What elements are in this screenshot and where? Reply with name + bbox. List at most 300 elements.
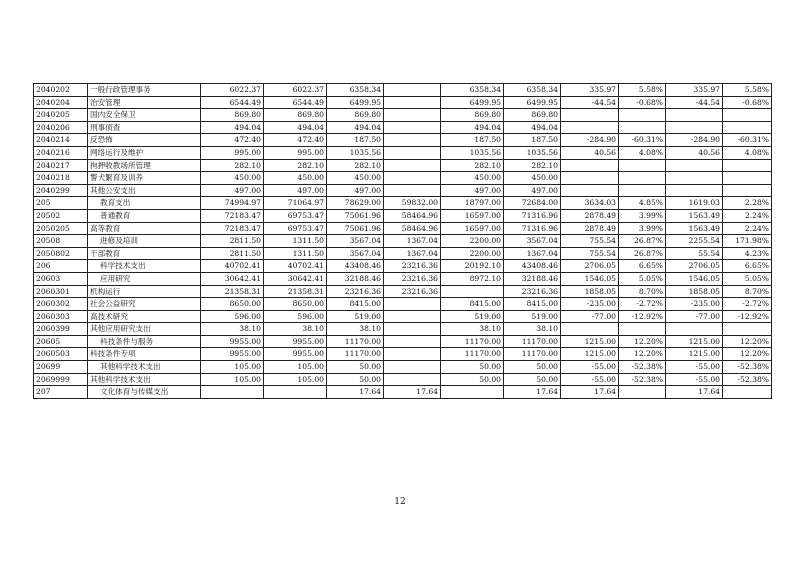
subject-name-cell: 科技条件与服务 <box>88 335 201 348</box>
subject-name-cell: 进修及培训 <box>88 235 201 248</box>
amount-cell: 75061.96 <box>327 209 384 222</box>
amount-cell: 3634.03 <box>561 197 619 210</box>
amount-cell: 2706.05 <box>561 260 619 273</box>
amount-cell: 50.00 <box>441 373 504 386</box>
amount-cell: -52.38% <box>619 373 666 386</box>
subject-code-cell: 20699 <box>34 361 88 374</box>
amount-cell: 23216.36 <box>504 285 561 298</box>
amount-cell <box>384 184 441 197</box>
subject-code-cell: 2040205 <box>34 109 88 122</box>
amount-cell: 2.24% <box>723 209 772 222</box>
amount-cell: 38.10 <box>264 323 327 336</box>
subject-code-cell: 20605 <box>34 335 88 348</box>
amount-cell: 3.99% <box>619 209 666 222</box>
amount-cell: 105.00 <box>201 361 264 374</box>
amount-cell: 26.87% <box>619 247 666 260</box>
amount-cell <box>619 184 666 197</box>
amount-cell: 6499.95 <box>504 96 561 109</box>
amount-cell: 1035.56 <box>504 146 561 159</box>
table-row <box>34 159 772 172</box>
amount-cell: 71064.97 <box>264 197 327 210</box>
amount-cell <box>384 335 441 348</box>
amount-cell: 9955.00 <box>264 348 327 361</box>
amount-cell: -55.00 <box>561 361 619 374</box>
amount-cell: 17.64 <box>327 386 384 399</box>
amount-cell: 40.56 <box>666 146 723 159</box>
table-row <box>34 361 772 374</box>
subject-name-cell: 其他科学技术支出 <box>88 361 201 374</box>
amount-cell: 16597.00 <box>441 209 504 222</box>
table-body <box>34 84 772 399</box>
amount-cell: 869.80 <box>504 109 561 122</box>
amount-cell: 11170.00 <box>327 348 384 361</box>
amount-cell: 282.10 <box>201 159 264 172</box>
amount-cell: 2200.00 <box>441 235 504 248</box>
amount-cell: 69753.47 <box>264 209 327 222</box>
amount-cell <box>384 361 441 374</box>
amount-cell: 11170.00 <box>504 335 561 348</box>
subject-name-cell: 其他应用研究支出 <box>88 323 201 336</box>
table-row <box>34 247 772 260</box>
amount-cell: 869.80 <box>264 109 327 122</box>
table-row <box>34 184 772 197</box>
amount-cell: 3567.04 <box>327 235 384 248</box>
amount-cell: -12.92% <box>723 310 772 323</box>
amount-cell: 8650.00 <box>201 298 264 311</box>
subject-code-cell: 20508 <box>34 235 88 248</box>
amount-cell: 11170.00 <box>441 335 504 348</box>
table-row <box>34 222 772 235</box>
table-row <box>34 197 772 210</box>
amount-cell: 755.54 <box>561 235 619 248</box>
amount-cell: -284.90 <box>666 134 723 147</box>
amount-cell <box>384 159 441 172</box>
amount-cell: 596.00 <box>264 310 327 323</box>
amount-cell: 1367.04 <box>384 235 441 248</box>
amount-cell: 20192.10 <box>441 260 504 273</box>
amount-cell: 497.00 <box>441 184 504 197</box>
subject-code-cell: 205 <box>34 197 88 210</box>
table-row <box>34 134 772 147</box>
subject-name-cell: 高等教育 <box>88 222 201 235</box>
amount-cell <box>619 109 666 122</box>
amount-cell: 869.80 <box>441 109 504 122</box>
amount-cell: 187.50 <box>441 134 504 147</box>
amount-cell <box>384 84 441 97</box>
amount-cell: 2706.05 <box>666 260 723 273</box>
amount-cell: 78629.00 <box>327 197 384 210</box>
amount-cell: -44.54 <box>666 96 723 109</box>
subject-code-cell: 206 <box>34 260 88 273</box>
amount-cell: 282.10 <box>327 159 384 172</box>
amount-cell: 32188.46 <box>327 272 384 285</box>
subject-name-cell: 网络运行及维护 <box>88 146 201 159</box>
amount-cell: 497.00 <box>504 184 561 197</box>
amount-cell: 38.10 <box>504 323 561 336</box>
amount-cell <box>666 172 723 185</box>
amount-cell: 50.00 <box>327 373 384 386</box>
amount-cell: 23216.36 <box>327 285 384 298</box>
amount-cell: 497.00 <box>201 184 264 197</box>
subject-code-cell: 20502 <box>34 209 88 222</box>
table-row <box>34 96 772 109</box>
subject-name-cell: 社会公益研究 <box>88 298 201 311</box>
amount-cell: 450.00 <box>201 172 264 185</box>
amount-cell: 2.24% <box>723 222 772 235</box>
amount-cell: 40702.41 <box>264 260 327 273</box>
table-row <box>34 209 772 222</box>
amount-cell <box>384 121 441 134</box>
amount-cell: 17.64 <box>384 386 441 399</box>
subject-name-cell: 机构运行 <box>88 285 201 298</box>
table-row <box>34 386 772 399</box>
subject-name-cell: 治安管理 <box>88 96 201 109</box>
subject-code-cell: 2060301 <box>34 285 88 298</box>
amount-cell: 2255.54 <box>666 235 723 248</box>
amount-cell: 4.85% <box>619 197 666 210</box>
amount-cell: 8415.00 <box>504 298 561 311</box>
amount-cell: -52.38% <box>723 373 772 386</box>
amount-cell: 72183.47 <box>201 209 264 222</box>
amount-cell: 8415.00 <box>441 298 504 311</box>
subject-name-cell: 警犬繁育及训养 <box>88 172 201 185</box>
table-row <box>34 373 772 386</box>
amount-cell: 3.99% <box>619 222 666 235</box>
amount-cell: 494.04 <box>201 121 264 134</box>
amount-cell <box>201 386 264 399</box>
amount-cell: -2.72% <box>723 298 772 311</box>
subject-name-cell: 普通教育 <box>88 209 201 222</box>
amount-cell: 30642.41 <box>201 272 264 285</box>
subject-name-cell: 教育支出 <box>88 197 201 210</box>
subject-name-cell: 其他公安支出 <box>88 184 201 197</box>
amount-cell: 17.64 <box>561 386 619 399</box>
amount-cell: 2878.49 <box>561 222 619 235</box>
table-row <box>34 335 772 348</box>
amount-cell: 2811.50 <box>201 235 264 248</box>
amount-cell: 450.00 <box>264 172 327 185</box>
amount-cell: 21358.31 <box>264 285 327 298</box>
amount-cell: 2811.50 <box>201 247 264 260</box>
amount-cell: 12.20% <box>723 348 772 361</box>
amount-cell <box>441 386 504 399</box>
subject-name-cell: 科学技术支出 <box>88 260 201 273</box>
amount-cell: 40.56 <box>561 146 619 159</box>
amount-cell: 50.00 <box>504 373 561 386</box>
amount-cell: 12.20% <box>619 335 666 348</box>
amount-cell: 6358.34 <box>504 84 561 97</box>
amount-cell: 9955.00 <box>201 348 264 361</box>
amount-cell <box>264 386 327 399</box>
amount-cell <box>441 285 504 298</box>
amount-cell: 5.05% <box>723 272 772 285</box>
amount-cell: 8.70% <box>723 285 772 298</box>
amount-cell <box>666 121 723 134</box>
amount-cell <box>384 310 441 323</box>
amount-cell: 3567.04 <box>327 247 384 260</box>
table-row <box>34 285 772 298</box>
amount-cell: 38.10 <box>327 323 384 336</box>
amount-cell: 72183.47 <box>201 222 264 235</box>
table-row <box>34 323 772 336</box>
amount-cell: 282.10 <box>441 159 504 172</box>
amount-cell <box>666 323 723 336</box>
amount-cell: 1367.04 <box>384 247 441 260</box>
amount-cell <box>384 298 441 311</box>
amount-cell <box>384 348 441 361</box>
table-row <box>34 172 772 185</box>
table-row <box>34 121 772 134</box>
amount-cell <box>384 172 441 185</box>
amount-cell: 519.00 <box>441 310 504 323</box>
amount-cell: 21358.31 <box>201 285 264 298</box>
amount-cell: -77.00 <box>561 310 619 323</box>
amount-cell: -0.68% <box>723 96 772 109</box>
amount-cell: 1546.05 <box>561 272 619 285</box>
amount-cell: 17.64 <box>504 386 561 399</box>
amount-cell: 2.28% <box>723 197 772 210</box>
table-row <box>34 146 772 159</box>
amount-cell: 43408.46 <box>504 260 561 273</box>
amount-cell: 450.00 <box>441 172 504 185</box>
amount-cell: 50.00 <box>504 361 561 374</box>
amount-cell: 1311.50 <box>264 247 327 260</box>
subject-name-cell: 其他科学技术支出 <box>88 373 201 386</box>
amount-cell: 30642.41 <box>264 272 327 285</box>
amount-cell: 1215.00 <box>561 335 619 348</box>
subject-name-cell: 科技条件专项 <box>88 348 201 361</box>
amount-cell <box>723 159 772 172</box>
amount-cell: 16597.00 <box>441 222 504 235</box>
amount-cell: 6499.95 <box>327 96 384 109</box>
subject-code-cell: 207 <box>34 386 88 399</box>
subject-name-cell: 干部教育 <box>88 247 201 260</box>
amount-cell: 69753.47 <box>264 222 327 235</box>
subject-code-cell: 2040206 <box>34 121 88 134</box>
amount-cell: 995.00 <box>201 146 264 159</box>
amount-cell: 1619.03 <box>666 197 723 210</box>
subject-code-cell: 2040202 <box>34 84 88 97</box>
subject-name-cell: 一般行政管理事务 <box>88 84 201 97</box>
amount-cell <box>666 159 723 172</box>
amount-cell: -60.31% <box>619 134 666 147</box>
amount-cell: 59832.00 <box>384 197 441 210</box>
amount-cell: 9955.00 <box>264 335 327 348</box>
amount-cell: 1215.00 <box>666 348 723 361</box>
amount-cell: 519.00 <box>327 310 384 323</box>
amount-cell <box>561 109 619 122</box>
amount-cell <box>384 109 441 122</box>
amount-cell: 105.00 <box>201 373 264 386</box>
amount-cell: -2.72% <box>619 298 666 311</box>
subject-name-cell: 文化体育与传媒支出 <box>88 386 201 399</box>
amount-cell: 4.08% <box>723 146 772 159</box>
amount-cell: 6499.95 <box>441 96 504 109</box>
amount-cell: 55.54 <box>666 247 723 260</box>
amount-cell: -55.00 <box>561 373 619 386</box>
page-number: 12 <box>394 497 406 507</box>
budget-table <box>33 83 772 399</box>
subject-code-cell: 2050802 <box>34 247 88 260</box>
amount-cell <box>666 184 723 197</box>
amount-cell: 450.00 <box>504 172 561 185</box>
amount-cell: 1035.56 <box>327 146 384 159</box>
amount-cell: 105.00 <box>264 373 327 386</box>
amount-cell: 4.23% <box>723 247 772 260</box>
subject-code-cell: 20603 <box>34 272 88 285</box>
amount-cell: 171.98% <box>723 235 772 248</box>
amount-cell: 596.00 <box>201 310 264 323</box>
subject-name-cell: 刑事侦查 <box>88 121 201 134</box>
amount-cell <box>561 184 619 197</box>
subject-code-cell: 2050205 <box>34 222 88 235</box>
amount-cell: 494.04 <box>441 121 504 134</box>
amount-cell: -52.38% <box>723 361 772 374</box>
subject-code-cell: 2060503 <box>34 348 88 361</box>
amount-cell: 2878.49 <box>561 209 619 222</box>
amount-cell: 6.65% <box>723 260 772 273</box>
amount-cell: 58464.96 <box>384 209 441 222</box>
amount-cell: 497.00 <box>327 184 384 197</box>
amount-cell: 6022.37 <box>264 84 327 97</box>
subject-code-cell: 2060303 <box>34 310 88 323</box>
amount-cell: 1858.05 <box>561 285 619 298</box>
amount-cell: 74994.97 <box>201 197 264 210</box>
amount-cell: -60.31% <box>723 134 772 147</box>
amount-cell: 335.97 <box>561 84 619 97</box>
amount-cell: 995.00 <box>264 146 327 159</box>
amount-cell: 43408.46 <box>327 260 384 273</box>
amount-cell: 71316.96 <box>504 222 561 235</box>
amount-cell: 58464.96 <box>384 222 441 235</box>
amount-cell: 472.40 <box>264 134 327 147</box>
amount-cell: 40702.41 <box>201 260 264 273</box>
amount-cell: 17.64 <box>666 386 723 399</box>
amount-cell: -0.68% <box>619 96 666 109</box>
amount-cell <box>619 323 666 336</box>
amount-cell: 23216.36 <box>384 285 441 298</box>
subject-code-cell: 2040214 <box>34 134 88 147</box>
amount-cell: 6544.49 <box>201 96 264 109</box>
amount-cell: 71316.96 <box>504 209 561 222</box>
amount-cell: 6358.34 <box>441 84 504 97</box>
amount-cell: 8415.00 <box>327 298 384 311</box>
amount-cell: 72684.00 <box>504 197 561 210</box>
amount-cell: 23216.36 <box>384 272 441 285</box>
amount-cell: 5.58% <box>723 84 772 97</box>
amount-cell <box>384 323 441 336</box>
amount-cell: -12.92% <box>619 310 666 323</box>
amount-cell: -77.00 <box>666 310 723 323</box>
table-row <box>34 298 772 311</box>
subject-code-cell: 2040204 <box>34 96 88 109</box>
subject-code-cell: 2040299 <box>34 184 88 197</box>
amount-cell: 335.97 <box>666 84 723 97</box>
amount-cell: -52.38% <box>619 361 666 374</box>
amount-cell: 494.04 <box>264 121 327 134</box>
amount-cell: 5.58% <box>619 84 666 97</box>
amount-cell <box>723 172 772 185</box>
amount-cell: 1563.49 <box>666 209 723 222</box>
amount-cell: 494.04 <box>327 121 384 134</box>
amount-cell <box>561 159 619 172</box>
table-row <box>34 260 772 273</box>
amount-cell: 1035.56 <box>441 146 504 159</box>
amount-cell: -284.90 <box>561 134 619 147</box>
amount-cell: 1367.04 <box>504 247 561 260</box>
amount-cell: 282.10 <box>504 159 561 172</box>
amount-cell: 75061.96 <box>327 222 384 235</box>
amount-cell <box>384 134 441 147</box>
amount-cell: 8972.10 <box>441 272 504 285</box>
amount-cell: 18797.00 <box>441 197 504 210</box>
subject-code-cell: 2040217 <box>34 159 88 172</box>
amount-cell: 6022.37 <box>201 84 264 97</box>
subject-name-cell: 反恐怖 <box>88 134 201 147</box>
amount-cell <box>384 146 441 159</box>
table-row <box>34 84 772 97</box>
amount-cell: 869.80 <box>327 109 384 122</box>
subject-name-cell: 应用研究 <box>88 272 201 285</box>
subject-code-cell: 2060302 <box>34 298 88 311</box>
amount-cell <box>561 172 619 185</box>
amount-cell <box>619 172 666 185</box>
amount-cell: 1563.49 <box>666 222 723 235</box>
subject-code-cell: 2069999 <box>34 373 88 386</box>
amount-cell: -235.00 <box>666 298 723 311</box>
amount-cell: 11170.00 <box>327 335 384 348</box>
amount-cell: 187.50 <box>327 134 384 147</box>
amount-cell: 11170.00 <box>504 348 561 361</box>
amount-cell <box>723 184 772 197</box>
table-row <box>34 109 772 122</box>
amount-cell <box>561 323 619 336</box>
amount-cell: 1215.00 <box>561 348 619 361</box>
amount-cell <box>384 373 441 386</box>
amount-cell: 494.04 <box>504 121 561 134</box>
amount-cell <box>723 323 772 336</box>
amount-cell: 1215.00 <box>666 335 723 348</box>
table-row <box>34 310 772 323</box>
amount-cell: 38.10 <box>201 323 264 336</box>
amount-cell: 1546.05 <box>666 272 723 285</box>
table-row <box>34 235 772 248</box>
amount-cell: 2200.00 <box>441 247 504 260</box>
amount-cell: 12.20% <box>619 348 666 361</box>
amount-cell <box>561 121 619 134</box>
amount-cell: 1311.50 <box>264 235 327 248</box>
amount-cell <box>723 386 772 399</box>
amount-cell: 50.00 <box>441 361 504 374</box>
amount-cell: -55.00 <box>666 361 723 374</box>
amount-cell <box>619 121 666 134</box>
amount-cell: 38.10 <box>441 323 504 336</box>
amount-cell: 3567.04 <box>504 235 561 248</box>
subject-code-cell: 2060399 <box>34 323 88 336</box>
amount-cell: 12.20% <box>723 335 772 348</box>
amount-cell: -55.00 <box>666 373 723 386</box>
subject-code-cell: 2040218 <box>34 172 88 185</box>
amount-cell <box>723 121 772 134</box>
amount-cell <box>619 386 666 399</box>
amount-cell: 187.50 <box>504 134 561 147</box>
amount-cell: 5.05% <box>619 272 666 285</box>
amount-cell: 6544.49 <box>264 96 327 109</box>
amount-cell: 32188.46 <box>504 272 561 285</box>
amount-cell: 755.54 <box>561 247 619 260</box>
amount-cell: 11170.00 <box>441 348 504 361</box>
subject-name-cell: 国内安全保卫 <box>88 109 201 122</box>
